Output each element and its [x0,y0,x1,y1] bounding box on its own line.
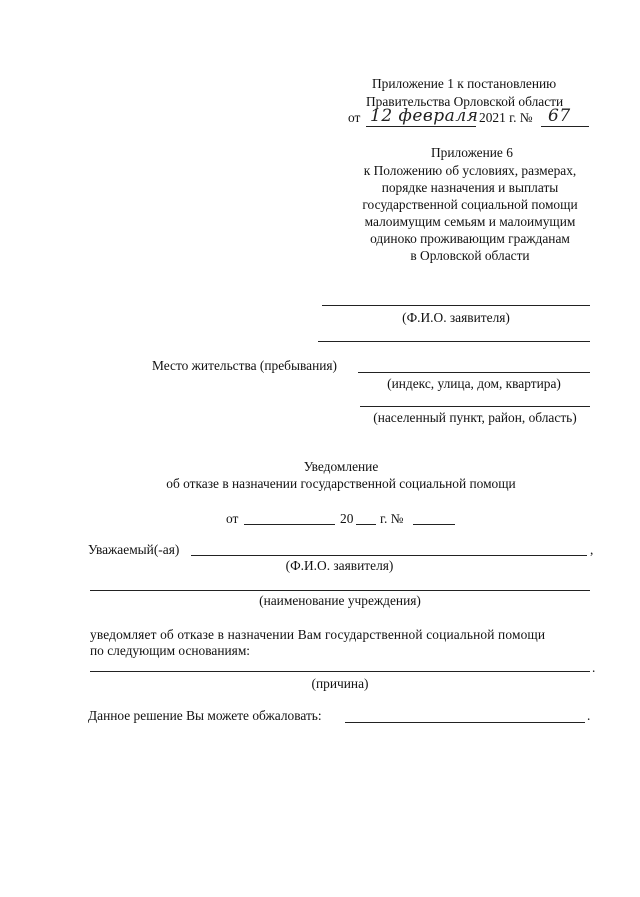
appendix6-line-3: государственной социальной помощи [362,197,578,212]
appeal-dot: . [587,708,591,723]
notice-date-suffix: г. № [380,511,404,526]
notice-date-line[interactable] [244,524,335,525]
applicant-fio-caption: (Ф.И.О. заявителя) [402,310,510,325]
appendix6-line-2: порядке назначения и выплаты [381,180,559,195]
notifies-line-1: уведомляет об отказе в назначении Вам государственной социальной помощи [90,627,546,642]
notice-title: Уведомление [303,459,379,474]
reason-caption: (причина) [311,676,369,691]
notice-number-line[interactable] [413,524,455,525]
greeting-label: Уважаемый(-ая) [88,542,180,557]
appendix6-line-6: в Орловской области [410,248,530,263]
residence-label: Место жительства (пребывания) [152,358,338,373]
institution-caption: (наименование учреждения) [259,593,421,608]
appeal-text: Данное решение Вы можете обжаловать: [88,708,322,723]
notifies-line-2: по следующим основаниям: [90,643,251,658]
reason-line[interactable] [90,671,590,672]
date-year: 2021 г. № [479,110,533,125]
handwritten-date: 12 февраля [370,106,479,126]
number-underline [541,126,589,127]
applicant-fio-line-2[interactable] [318,341,590,342]
notice-subtitle: об отказе в назначении государственной социальной помощи [166,476,516,491]
greeting-comma: , [590,542,594,557]
institution-line[interactable] [90,590,590,591]
appendix1-line2: Правительства Орловской области [366,94,564,109]
residence-address-line[interactable] [358,372,590,373]
greeting-fio-caption: (Ф.И.О. заявителя) [285,558,394,573]
date-underline [366,126,476,127]
appendix6-line-5: одиноко проживающим гражданам [370,231,570,246]
appendix6-title: Приложение 6 [431,145,513,160]
greeting-fio-line[interactable] [191,555,587,556]
notice-date-year: 20 [340,511,354,526]
address-caption: (индекс, улица, дом, квартира) [387,376,561,391]
appeal-line[interactable] [345,722,585,723]
notice-year-line[interactable] [356,524,376,525]
handwritten-number: 67 [548,106,571,126]
locality-caption: (населенный пункт, район, область) [373,410,577,425]
appendix6-line-1: к Положению об условиях, размерах, [363,163,577,178]
appendix6-line-4: малоимущим семьям и малоимущим [364,214,576,229]
appendix1-line1: Приложение 1 к постановлению [372,76,557,91]
date-prefix: от [348,110,361,125]
residence-locality-line[interactable] [360,406,590,407]
reason-dot: . [592,660,596,675]
applicant-fio-line[interactable] [322,305,590,306]
notice-date-from: от [226,511,239,526]
